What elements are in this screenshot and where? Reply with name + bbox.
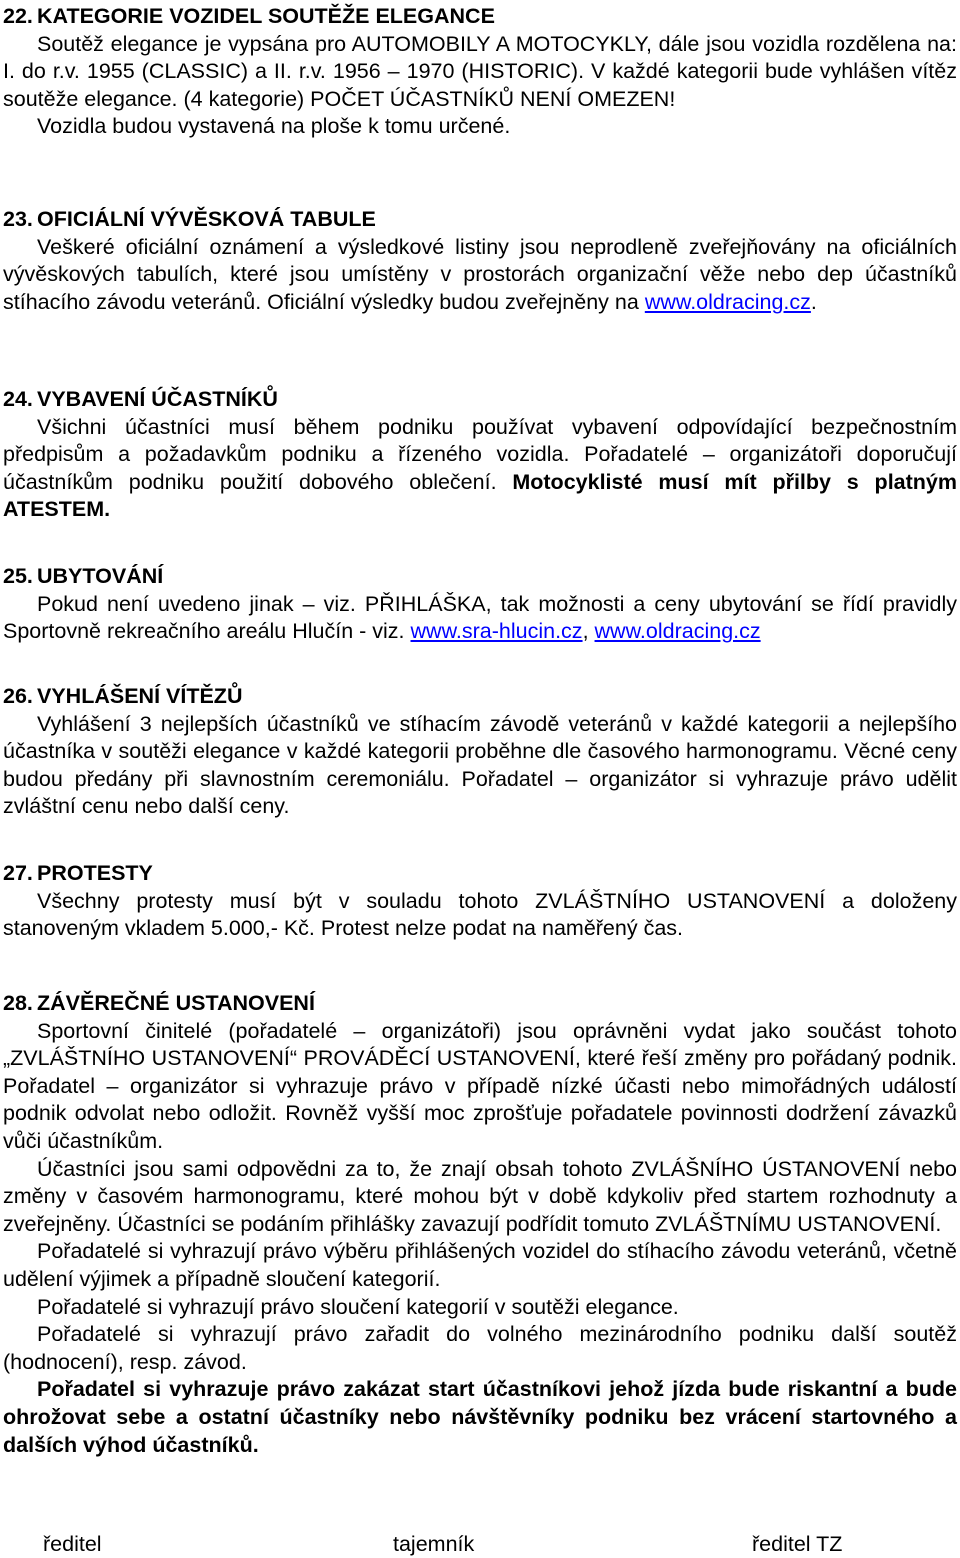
paragraph — [3, 414, 957, 524]
punctuation: . — [810, 289, 817, 314]
section-28 — [3, 990, 957, 1459]
paragraph: Pořadatelé si vyhrazují právo zařadit do volného mezinárodního podniku další soutěž (hodnocení), resp. závod. — [3, 1322, 957, 1374]
section-number: 23. — [3, 207, 33, 231]
section-number: 24. — [3, 387, 33, 411]
section-title: VYBAVENÍ ÚČASTNÍKŮ — [37, 387, 278, 411]
paragraph — [3, 591, 957, 646]
section-number: 27. — [3, 861, 33, 885]
paragraph: Pořadatelé si vyhrazují právo sloučení kategorií v soutěži elegance. — [37, 1294, 679, 1319]
section-22 — [3, 3, 957, 141]
signature-director: ředitel — [43, 1532, 102, 1556]
bold-paragraph: Pořadatel si vyhrazuje právo zakázat start účastníkovi jehož jízda bude riskantní a bude ohrožovat sebe a ostatní účastníky nebo návštěvníky podniku bez vrácení startovného a dalších výhod účastníků. — [3, 1377, 957, 1457]
section-27 — [3, 860, 957, 943]
section-number: 28. — [3, 991, 33, 1015]
paragraph — [3, 234, 957, 317]
section-number: 22. — [3, 4, 33, 28]
section-heading — [3, 206, 957, 234]
paragraph-text: Veškeré oficiální oznámení a výsledkové listiny jsou neprodleně zveřejňovány na oficiálních vývěskových tabulích, které jsou umístěny v prostorách organizační věže nebo dep účastníků stíhacího závodu veteránů. Oficiální výsledky budou zveřejněny na — [3, 234, 957, 314]
section-25 — [3, 563, 957, 646]
oldracing-link[interactable]: www.oldracing.cz — [594, 619, 761, 644]
paragraph: Všechny protesty musí být v souladu tohoto ZVLÁŠTNÍHO USTANOVENÍ a doloženy stanoveným vkladem 5.000,- Kč. Protest nelze podat na naměřený čas. — [3, 888, 957, 941]
section-heading — [3, 683, 957, 711]
section-24 — [3, 386, 957, 524]
section-heading — [3, 990, 957, 1018]
paragraph-text: Pokud není uvedeno jinak – viz. PŘIHLÁŠKA, tak možnosti a ceny ubytování se řídí pravidly Sportovně rekreačního areálu Hlučín - viz. — [3, 591, 957, 644]
section-23 — [3, 206, 957, 316]
paragraph: Soutěž elegance je vypsána pro AUTOMOBILY A MOTOCYKLY, dále jsou vozidla rozdělena na: I. do r.v. 1955 (CLASSIC) a II. r.v. 1956 – 1970 (HISTORIC). V každé kategorii bude vyhlášen vítěz soutěže elegance. (4 kategorie) POČET ÚČASTNÍKŮ NENÍ OMEZEN! — [3, 31, 957, 111]
sra-hlucin-link[interactable]: www.sra-hlucin.cz — [410, 619, 583, 644]
section-title: ZÁVĚREČNÉ USTANOVENÍ — [37, 991, 315, 1015]
paragraph: Pořadatelé si vyhrazují právo výběru přihlášených vozidel do stíhacího závodu veteránů, včetně udělení výjimek a případně sloučení kategorií. — [3, 1239, 957, 1291]
signature-secretary: tajemník — [393, 1532, 475, 1556]
separator: , — [582, 619, 589, 644]
bold-notice: Motocyklisté musí mít přilby s platným ATESTEM. — [3, 469, 957, 522]
section-heading — [3, 386, 957, 414]
paragraph: Sportovní činitelé (pořadatelé – organizátoři) jsou oprávněni vydat jako součást tohoto „ZVLÁŠTNÍHO USTANOVENÍ“ PROVÁDĚCÍ USTANOVENÍ, které řeší změny pro pořádaný podnik. Pořadatel – organizátor si vyhrazuje právo v případě nízké účasti nebo mimořádných událostí podnik odvolat nebo odložit. Rovněž vyšší moc zprošťuje pořadatele povinnosti dodržení závazků vůči účastníkům. — [3, 1018, 957, 1153]
section-heading — [3, 3, 957, 31]
section-number: 25. — [3, 564, 33, 588]
section-title: PROTESTY — [37, 861, 153, 885]
paragraph: Vozidla budou vystavená na ploše k tomu určené. — [37, 114, 511, 139]
signature-tz-director: ředitel TZ — [752, 1532, 843, 1556]
section-number: 26. — [3, 684, 33, 708]
section-title: OFICIÁLNÍ VÝVĚSKOVÁ TABULE — [37, 207, 376, 231]
section-26 — [3, 683, 957, 821]
paragraph: Účastníci jsou sami odpovědni za to, že znají obsah tohoto ZVLÁŠNÍHO ÚSTANOVENÍ nebo změny v časovém harmonogramu, které mohou být v době kdykoliv před startem rozhodnuty a zveřejněny. Účastníci se podáním přihlášky zavazují podřídit tomuto ZVLÁŠTNÍMU USTANOVENÍ. — [3, 1156, 957, 1236]
section-title: KATEGORIE VOZIDEL SOUTĚŽE ELEGANCE — [37, 4, 495, 28]
section-title: UBYTOVÁNÍ — [37, 564, 164, 588]
oldracing-link[interactable]: www.oldracing.cz — [644, 289, 811, 314]
paragraph-text: Všichni účastníci musí během podniku používat vybavení odpovídající bezpečnostním předpisům a požadavkům podniku a řízeného vozidla. Pořadatelé – organizátoři doporučují účastníkům podniku použití dobového oblečení. — [3, 414, 957, 494]
section-heading — [3, 563, 957, 591]
paragraph: Vyhlášení 3 nejlepších účastníků ve stíhacím závodě veteránů v každé kategorii a nejlepšího účastníka v soutěži elegance v každé kategorii proběhne dle časového harmonogramu. Věcné ceny budou předány při slavnostním ceremoniálu. Pořadatel – organizátor si vyhrazuje právo udělit zvláštní cenu nebo další ceny. — [3, 711, 957, 819]
section-heading — [3, 860, 957, 888]
section-title: VYHLÁŠENÍ VÍTĚZŮ — [37, 684, 243, 708]
